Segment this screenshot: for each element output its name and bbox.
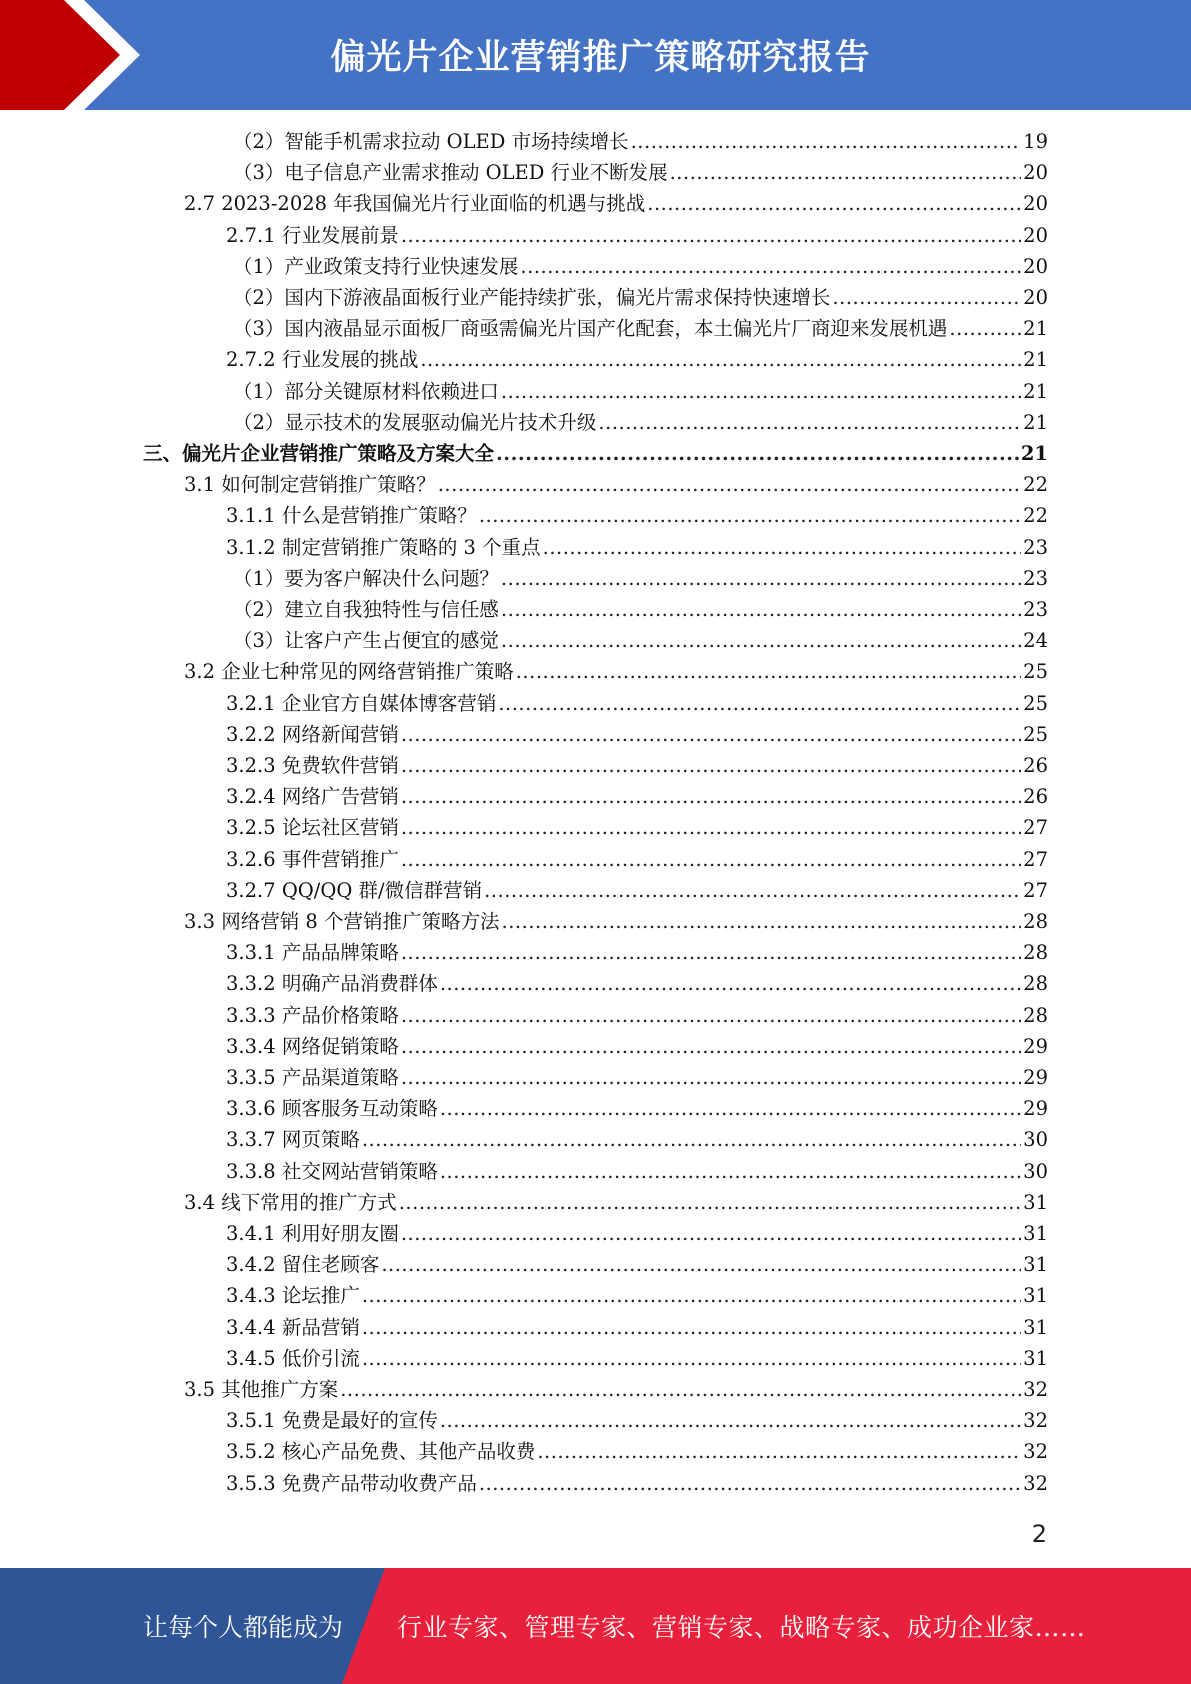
toc-entry-page: 21 [1023, 317, 1048, 341]
toc-entry-label: 3.2.7 QQ/QQ 群/微信群营销 [226, 878, 483, 902]
toc-entry[interactable] [226, 844, 1048, 875]
toc-dot-leader [501, 376, 1021, 407]
toc-entry[interactable] [226, 719, 1048, 750]
toc-entry-label: 3.5.1 免费是最好的宣传 [226, 1409, 438, 1433]
toc-entry-page: 23 [1023, 566, 1048, 590]
toc-entry-label: 2.7 2023-2028 年我国偏光片行业面临的机遇与挑战 [184, 192, 646, 216]
toc-entry-label: 3.2.3 免费软件营销 [226, 754, 399, 777]
toc-dot-leader [401, 781, 1021, 812]
toc-entry[interactable] [226, 750, 1048, 781]
toc-entry-page: 31 [1023, 1190, 1048, 1214]
toc-dot-leader [401, 1062, 1021, 1093]
toc-entry-page: 28 [1023, 972, 1048, 996]
toc-dot-leader [401, 1000, 1021, 1031]
toc-entry-page: 25 [1023, 660, 1048, 684]
toc-entry-page: 27 [1023, 816, 1048, 840]
toc-dot-leader [598, 407, 1021, 438]
toc-dot-leader [340, 1374, 1021, 1405]
page-header [0, 0, 1191, 110]
toc-entry-page: 22 [1023, 504, 1048, 528]
toc-entry[interactable] [143, 438, 1048, 469]
toc-entry-label: 3.3.4 网络促销策略 [226, 1034, 399, 1058]
footer-slogan: 让每个人都能成为 [143, 1613, 344, 1642]
toc-dot-leader [401, 844, 1021, 875]
toc-entry-page: 19 [1023, 130, 1048, 153]
toc-entry[interactable] [226, 532, 1048, 563]
toc-entry-label: （3）让客户产生占便宜的感觉 [233, 629, 499, 653]
toc-entry-label: （2）国内下游液晶面板行业产能持续扩张，偏光片需求保持快速增长 [233, 286, 831, 309]
toc-dot-leader [501, 594, 1021, 625]
toc-entry-page: 20 [1023, 254, 1048, 278]
toc-entry-page: 20 [1023, 286, 1048, 309]
toc-entry-page: 21 [1023, 379, 1048, 403]
toc-entry-page: 20 [1023, 192, 1048, 216]
toc-entry-label: 3.3.1 产品品牌策略 [226, 941, 399, 965]
toc-entry-label: 3.3.5 产品渠道策略 [226, 1066, 399, 1089]
toc-entry[interactable] [233, 282, 1048, 313]
toc-entry-label: （3）电子信息产业需求推动 OLED 行业不断发展 [233, 161, 668, 185]
toc-entry[interactable] [226, 500, 1048, 531]
toc-entry-label: （1）部分关键原材料依赖进口 [233, 379, 499, 403]
toc-entry-page: 29 [1023, 1066, 1048, 1089]
toc-dot-leader [543, 532, 1022, 563]
toc-entry-page: 24 [1023, 629, 1048, 653]
toc-dot-leader [362, 1343, 1021, 1374]
toc-entry[interactable] [233, 313, 1048, 344]
toc-entry[interactable] [233, 563, 1048, 594]
toc-dot-leader [832, 282, 1021, 313]
toc-entry-label: 3.2.4 网络广告营销 [226, 785, 399, 809]
toc-entry[interactable] [226, 1031, 1048, 1062]
toc-dot-leader [401, 937, 1021, 968]
toc-entry[interactable] [233, 594, 1048, 625]
toc-entry-label: （3）国内液晶显示面板厂商亟需偏光片国产化配套，本土偏光片厂商迎来发展机遇 [233, 317, 948, 341]
toc-entry[interactable] [226, 968, 1048, 999]
toc-entry[interactable] [226, 1156, 1048, 1187]
toc-dot-leader [498, 688, 1021, 719]
toc-entry-page: 23 [1023, 535, 1048, 559]
toc-entry-page: 26 [1023, 754, 1048, 777]
toc-dot-leader [381, 1249, 1021, 1280]
toc-entry[interactable] [233, 126, 1048, 157]
toc-entry-page: 31 [1023, 1253, 1048, 1277]
toc-entry-label: （1）要为客户解决什么问题？ [233, 566, 499, 590]
toc-entry-page: 21 [1023, 348, 1048, 372]
toc-dot-leader [438, 469, 1021, 500]
toc-entry[interactable] [184, 1374, 1048, 1405]
toc-entry-page: 20 [1023, 223, 1048, 247]
toc-entry-page: 28 [1023, 941, 1048, 965]
toc-dot-leader [496, 438, 1019, 469]
toc-entry-page: 25 [1023, 722, 1048, 746]
toc-entry[interactable] [226, 1436, 1048, 1467]
toc-entry[interactable] [226, 1249, 1048, 1280]
toc-entry-page: 32 [1023, 1471, 1048, 1495]
toc-dot-leader [440, 1093, 1021, 1124]
toc-dot-leader [520, 251, 1021, 282]
toc-dot-leader [399, 1187, 1021, 1218]
toc-dot-leader [440, 1405, 1021, 1436]
toc-dot-leader [401, 1031, 1021, 1062]
toc-dot-leader [401, 220, 1021, 251]
toc-entry-label: 3.4.1 利用好朋友圈 [226, 1222, 399, 1245]
toc-entry-label: 3.3.3 产品价格策略 [226, 1003, 399, 1027]
toc-entry-label: 3.4.4 新品营销 [226, 1315, 360, 1339]
toc-entry-page: 28 [1023, 1003, 1048, 1027]
toc-entry-page: 30 [1023, 1159, 1048, 1183]
toc-entry-label: （2）智能手机需求拉动 OLED 市场持续增长 [233, 130, 629, 153]
toc-entry-label: 三、偏光片企业营销推广策略及方案大全 [143, 442, 495, 465]
toc-entry[interactable] [226, 1468, 1048, 1499]
toc-entry-label: 3.2.5 论坛社区营销 [226, 816, 399, 840]
toc-entry-label: 3.1.2 制定营销推广策略的 3 个重点 [226, 535, 541, 559]
page-footer [0, 1568, 1191, 1684]
toc-dot-leader [501, 625, 1021, 656]
toc-dot-leader [401, 1218, 1021, 1249]
toc-dot-leader [631, 126, 1022, 157]
toc-entry-page: 32 [1023, 1378, 1048, 1401]
toc-dot-leader [484, 875, 1021, 906]
toc-entry-page: 32 [1023, 1409, 1048, 1433]
toc-entry-page: 31 [1023, 1284, 1048, 1308]
toc-entry[interactable] [233, 157, 1048, 188]
toc-entry-label: 3.3.6 顾客服务互动策略 [226, 1097, 438, 1121]
toc-dot-leader [420, 344, 1021, 375]
toc-entry-label: 3.2.6 事件营销推广 [226, 847, 399, 871]
toc-entry-page: 27 [1023, 847, 1048, 871]
toc-dot-leader [362, 1280, 1021, 1311]
toc-entry[interactable] [233, 251, 1048, 282]
toc-entry[interactable] [226, 937, 1048, 968]
toc-entry-page: 25 [1023, 691, 1048, 715]
toc-entry-label: 3.2.1 企业官方自媒体博客营销 [226, 691, 497, 715]
toc-entry-page: 28 [1023, 910, 1048, 933]
toc-entry-page: 22 [1023, 473, 1048, 497]
toc-entry[interactable] [226, 812, 1048, 843]
toc-dot-leader [401, 812, 1021, 843]
toc-entry-page: 31 [1023, 1346, 1048, 1370]
toc-entry-page: 30 [1023, 1128, 1048, 1152]
toc-entry-label: 2.7.1 行业发展前景 [226, 223, 399, 247]
toc-dot-leader [401, 719, 1021, 750]
toc-dot-leader [440, 968, 1021, 999]
toc-dot-leader [670, 157, 1022, 188]
toc-entry-label: 3.2 企业七种常见的网络营销推广策略 [184, 660, 514, 684]
toc-entry-label: 3.3.2 明确产品消费群体 [226, 972, 438, 996]
toc-entry-page: 21 [1023, 410, 1048, 434]
report-title: 偏光片企业营销推广策略研究报告 [330, 38, 871, 78]
toc-entry-label: （2）建立自我独特性与信任感 [233, 598, 499, 621]
toc-dot-leader [647, 188, 1021, 219]
toc-dot-leader [501, 563, 1021, 594]
footer-roles: 行业专家、管理专家、营销专家、战略专家、成功企业家…… [397, 1613, 1086, 1642]
toc-entry-label: 2.7.2 行业发展的挑战 [226, 348, 419, 372]
toc-entry-label: 3.3.8 社交网站营销策略 [226, 1159, 438, 1183]
toc-dot-leader [949, 313, 1021, 344]
toc-entry[interactable] [226, 1405, 1048, 1436]
toc-entry-label: （2）显示技术的发展驱动偏光片技术升级 [233, 410, 597, 434]
toc-entry-page: 31 [1023, 1315, 1048, 1339]
toc-entry-label: 3.2.2 网络新闻营销 [226, 722, 399, 746]
toc-entry-label: （1）产业政策支持行业快速发展 [233, 254, 519, 278]
toc-entry-label: 3.4.3 论坛推广 [226, 1284, 360, 1308]
toc-entry[interactable] [184, 656, 1048, 687]
toc-entry[interactable] [226, 1280, 1048, 1311]
toc-entry-label: 3.4.2 留住老顾客 [226, 1253, 380, 1277]
toc-entry-label: 3.1.1 什么是营销推广策略？ [226, 504, 477, 528]
toc-dot-leader [362, 1312, 1021, 1343]
toc-dot-leader [516, 656, 1021, 687]
toc-entry[interactable] [233, 376, 1048, 407]
toc-entry[interactable] [184, 906, 1048, 937]
toc-entry[interactable] [226, 781, 1048, 812]
toc-entry-label: 3.1 如何制定营销推广策略？ [184, 473, 436, 497]
toc-entry[interactable] [184, 469, 1048, 500]
toc-entry-label: 3.5 其他推广方案 [184, 1378, 339, 1401]
toc-entry[interactable] [226, 875, 1048, 906]
toc-dot-leader [440, 1156, 1021, 1187]
toc-entry-page: 29 [1023, 1034, 1048, 1058]
toc-entry[interactable] [226, 688, 1048, 719]
toc-entry[interactable] [226, 1124, 1048, 1155]
toc-entry-page: 21 [1020, 442, 1048, 465]
toc-dot-leader [537, 1436, 1021, 1467]
toc-entry[interactable] [233, 625, 1048, 656]
toc-entry[interactable] [226, 1000, 1048, 1031]
toc-entry[interactable] [226, 1218, 1048, 1249]
page-number: 2 [1031, 1520, 1047, 1548]
toc-entry[interactable] [226, 1312, 1048, 1343]
toc-entry[interactable] [226, 1093, 1048, 1124]
toc-entry-label: 3.3 网络营销 8 个营销推广策略方法 [184, 910, 500, 933]
toc-entry-label: 3.3.7 网页策略 [226, 1128, 360, 1152]
toc-entry[interactable] [226, 1062, 1048, 1093]
toc-entry-page: 27 [1023, 878, 1048, 902]
toc-entry-page: 26 [1023, 785, 1048, 809]
toc-dot-leader [401, 750, 1021, 781]
toc-entry-label: 3.4 线下常用的推广方式 [184, 1190, 397, 1214]
toc-entry-page: 29 [1023, 1097, 1048, 1121]
toc-dot-leader [479, 1468, 1021, 1499]
toc-entry-label: 3.5.2 核心产品免费、其他产品收费 [226, 1440, 536, 1464]
toc-entry-page: 23 [1023, 598, 1048, 621]
toc-entry-page: 31 [1023, 1222, 1048, 1245]
toc-entry[interactable] [226, 1343, 1048, 1374]
toc-entry-page: 32 [1023, 1440, 1048, 1464]
toc-entry-label: 3.4.5 低价引流 [226, 1346, 360, 1370]
toc-entry-label: 3.5.3 免费产品带动收费产品 [226, 1471, 477, 1495]
toc-entry[interactable] [226, 344, 1048, 375]
toc-entry[interactable] [233, 407, 1048, 438]
toc-entry[interactable] [184, 188, 1048, 219]
toc-entry[interactable] [226, 220, 1048, 251]
toc-dot-leader [362, 1124, 1021, 1155]
toc-dot-leader [502, 906, 1022, 937]
toc-entry[interactable] [184, 1187, 1048, 1218]
toc-dot-leader [479, 500, 1021, 531]
toc-entry-page: 20 [1023, 161, 1048, 185]
